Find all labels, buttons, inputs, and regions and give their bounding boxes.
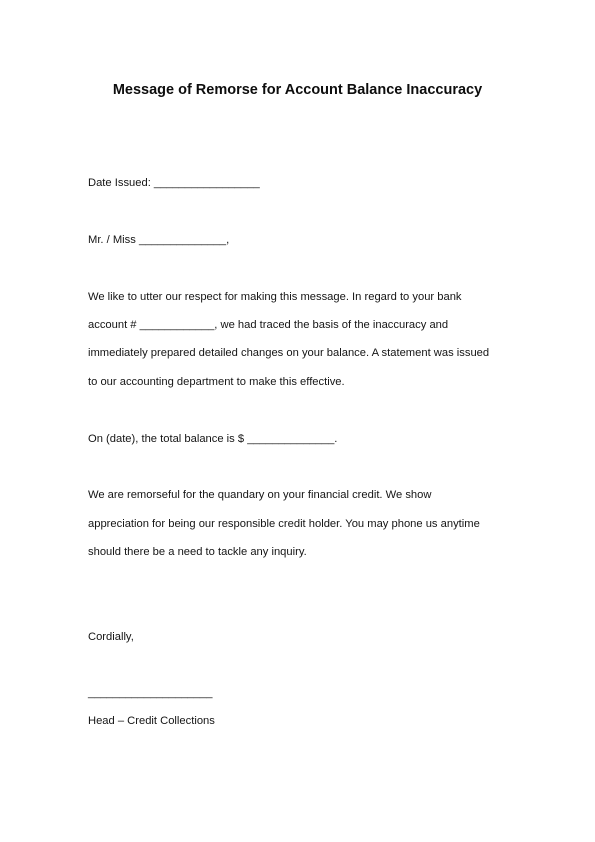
date-issued-line: Date Issued: _________________ (88, 177, 260, 189)
paragraph2-line-1: We are remorseful for the quandary on your financial credit. We show (88, 489, 432, 501)
paragraph1-line-1: We like to utter our respect for making this message. In regard to your bank (88, 291, 462, 303)
paragraph1-line-2: account # ____________, we had traced the basis of the inaccuracy and (88, 319, 449, 331)
balance-line: On (date), the total balance is $ ______________. (88, 433, 338, 445)
signer-title: Head – Credit Collections (88, 715, 215, 727)
salutation-line: Mr. / Miss ______________, (88, 234, 230, 246)
paragraph2-line-3: should there be a need to tackle any inquiry. (88, 546, 307, 558)
paragraph2-line-2: appreciation for being our responsible credit holder. You may phone us anytime (88, 518, 480, 530)
paragraph1-line-4: to our accounting department to make this effective. (88, 376, 345, 388)
signature-line: ____________________ (88, 687, 213, 699)
paragraph1-line-3: immediately prepared detailed changes on your balance. A statement was issued (88, 347, 490, 359)
document-title: Message of Remorse for Account Balance Inaccuracy (112, 82, 483, 98)
closing-line: Cordially, (88, 631, 134, 643)
